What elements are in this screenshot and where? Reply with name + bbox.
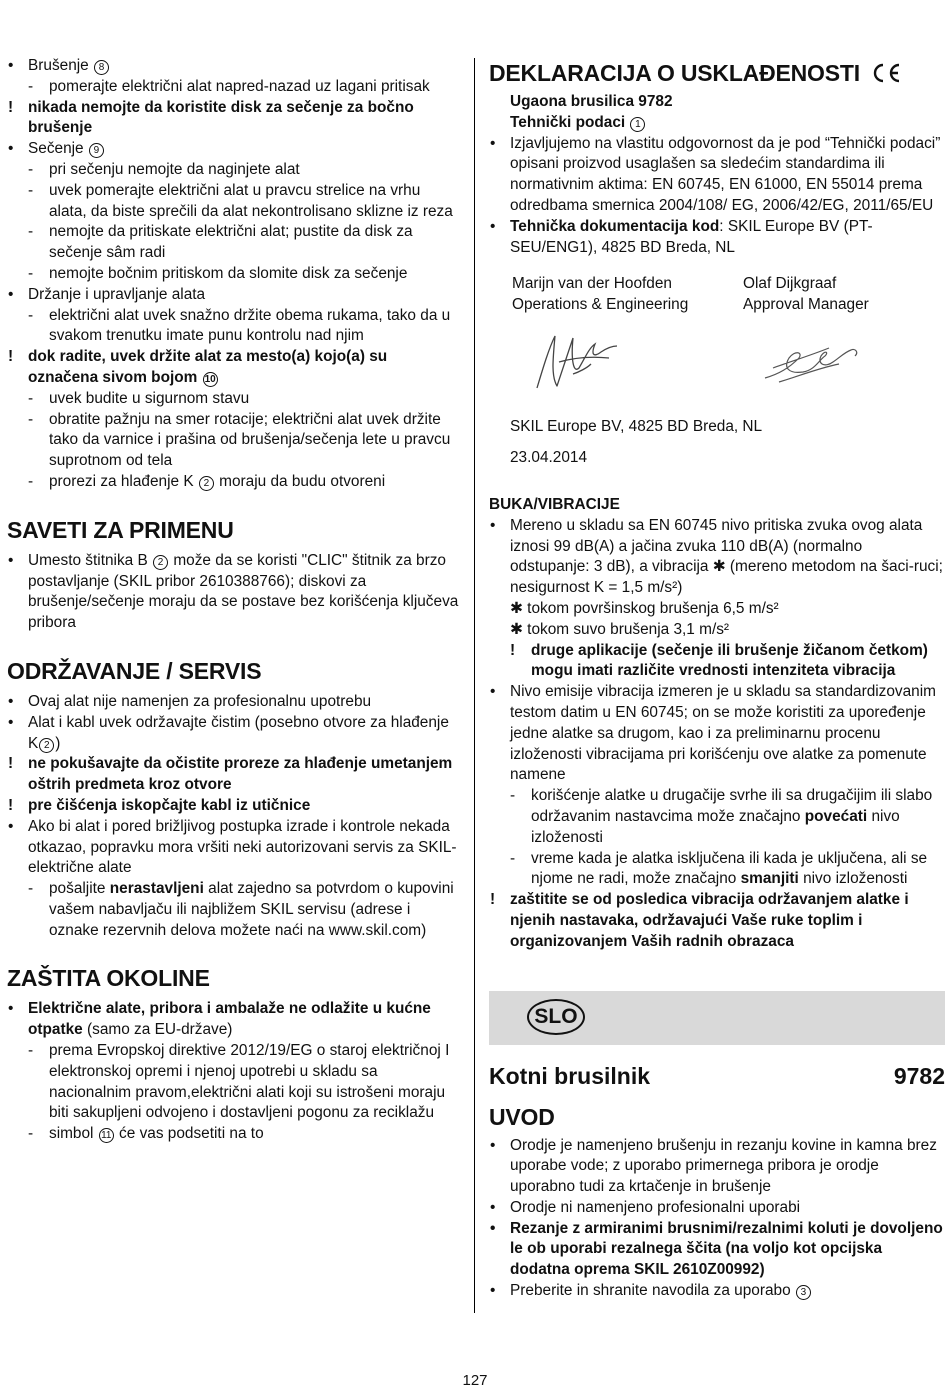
ref-number: 2 (153, 555, 168, 570)
language-code: SLO (527, 999, 585, 1035)
declaration-date: 23.04.2014 (510, 449, 588, 467)
section-heading: UVOD (489, 1103, 555, 1130)
list-item: • Ako bi alat i pored brižljivog postupka izrade i kontrole nekada otkazao, popravku mora vršiti neki autorizovani servis za SKIL-električne alate (7, 817, 459, 879)
ref-number: 10 (204, 373, 216, 385)
signatory-2: Olaf Dijkgraaf Approval Manager (743, 275, 869, 314)
list-item: - nemojte bočnim pritiskom da slomite disk za sečenje (7, 264, 459, 285)
list-item: • Alat i kabl uvek održavajte čistim (posebno otvore za hlađenje K 2 ) (7, 713, 459, 755)
list-item: • Orodje je namenjeno brušenju in rezanju kovine in kamna brez uporabe vode; z uporabo primernega pribora je orodje uporabno tudi za krtačenje in brušenje (489, 1136, 945, 1198)
list-item: • Držanje i upravljanje alata (7, 285, 459, 306)
product-line: Ugaona brusilica 9782 (510, 93, 673, 110)
ref-number: 3 (796, 1285, 811, 1300)
list-item: • Orodje ni namenjeno profesionalni uporabi (489, 1198, 945, 1219)
company-address: SKIL Europe BV, 4825 BD Breda, NL (510, 418, 763, 436)
warning-item: ! nikada nemojte da koristite disk za sečenje za bočno brušenje (7, 98, 459, 140)
column-divider (474, 58, 475, 1313)
list-item: - uvek budite u sigurnom stavu (7, 389, 459, 410)
list-item: - uvek pomerajte električni alat u pravcu strelice na vrhu alata, da biste sprečili da alat nekontrolisano sklizne iz reza (7, 181, 459, 223)
list-item: • Rezanje z armiranimi brusnimi/rezalnimi koluti je dovoljeno le ob uporabi rezalnega ščita (na voljo kot opcijska dodatna oprema SKIL 2610Z00992) (489, 1219, 945, 1281)
list-item: - pri sečenju nemojte da naginjete alat (7, 160, 459, 181)
ref-number: 1 (630, 117, 645, 132)
list-item: - električni alat uvek snažno držite obema rukama, tako da u svakom trenutku imate punu kontrolu nad njim (7, 306, 459, 348)
section-heading: BUKA/VIBRACIJE (489, 495, 620, 513)
list-item: ✱ tokom površinskog brušenja 6,5 m/s² (510, 599, 779, 617)
list-item: • Umesto štitnika B 2 može da se koristi "CLIC" štitnik za brzo postavljanje (SKIL pribor 2610388766); diskovi za brušenje/sečenje moraju da se postave bez korišćenja ključeva pribora (7, 551, 459, 634)
list-item: • Mereno u skladu sa EN 60745 nivo pritiska zvuka ovog alata iznosi 99 dB(A) a jačina zvuka 110 dB(A) (normalno odstupanje: 3 dB), a vibracija ✱ (mereno metodom na šaci-ruci; nesigurnost K = 1,5 m/s²) (489, 516, 945, 599)
section-heading: SAVETI ZA PRIMENU (7, 516, 234, 543)
tech-data-label: Tehnički podaci 1 (489, 113, 945, 134)
warning-item: ! dok radite, uvek držite alat za mesto(a) kojo(a) su označena sivom bojom 10 (7, 347, 459, 389)
ref-number: 8 (94, 60, 109, 75)
list-item: - prema Evropskoj direktive 2012/19/EG o staroj električnoj I elektronskoj opremi i njenoj upotrebi u skladu sa nacionalnim pravom,električni alati koji su istrošeni moraju biti sakupljeni odvojeno i dostavljeni pogonu za reciklažu (7, 1041, 459, 1124)
list-item: - vreme kada je alatka isključena ili kada je uključena, ali se njome ne radi, može značajno smanjiti nivo izloženosti (489, 849, 945, 891)
section-heading: ODRŽAVANJE / SERVIS (7, 657, 262, 684)
list-item: ✱ tokom suvo brušenja 3,1 m/s² (510, 620, 730, 638)
warning-item: ! ne pokušavajte da očistite proreze za hlađenje umetanjem oštrih predmeta kroz otvore (7, 754, 459, 796)
list-item: • Sečenje 9 (7, 139, 459, 160)
list-item: • Izjavljujemo na vlastitu odgovornost da je pod “Tehnički podaci” opisani proizvod usaglašen sa sledećim standardima ili normativnim aktima: EN 60745, EN 61000, EN 55014 prema odredbama smernica 2004/108/ EG, 2006/42/EG, 2011/65/EU (489, 134, 945, 217)
product-title: Kotni brusilnik 9782 (489, 1062, 945, 1089)
signature-icon (529, 328, 619, 398)
list-item: - korišćenje alatke u drugačije svrhe ili sa drugačijim ili slabo održavanim nastavcima može značajno povećati nivo izloženosti (489, 786, 945, 848)
signatures (489, 328, 945, 413)
ref-number: 9 (89, 143, 104, 158)
signature-icon (759, 338, 869, 388)
list-item: • Električne alate, pribora i ambalaže ne odlažite u kućne otpatke (samo za EU-države) (7, 999, 459, 1041)
section-heading: ZAŠTITA OKOLINE (7, 965, 210, 992)
warning-item: ! druge aplikacije (sečenje ili brušenje žičanom četkom) mogu imati različite vrednosti intenziteta vibracija (489, 641, 945, 683)
page-number: 127 (462, 1372, 488, 1387)
ref-number: 2 (39, 738, 54, 753)
ce-mark-icon (870, 63, 902, 83)
list-item: - pomerajte električni alat napred-nazad uz lagani pritisak (7, 77, 459, 98)
signatories (489, 274, 945, 318)
list-item: - nemojte da pritiskate električni alat; pustite da disk za sečenje sâm radi (7, 222, 459, 264)
list-item: - simbol 11 će vas podsetiti na to (7, 1124, 459, 1145)
ref-number: 11 (99, 1128, 114, 1143)
list-item: • Brušenje 8 (7, 56, 459, 77)
list-item: - obratite pažnju na smer rotacije; električni alat uvek držite tako da varnice i prašina od brušenja/sečenja lete u pravcu suprotnom od tela (7, 410, 459, 472)
language-band (489, 991, 945, 1045)
right-column (489, 56, 945, 1302)
list-item: - pošaljite nerastavljeni alat zajedno sa potvrdom o kupovini vašem nabavljaču ili najbližem SKIL servisu (adrese i oznake rezervnih delova možete naći na www.skil.com) (7, 879, 459, 941)
left-column (7, 56, 459, 1145)
warning-item: ! pre čišćenja iskopčajte kabl iz utičnice (7, 796, 459, 817)
section-heading: DEKLARACIJA O USKLAĐENOSTI (489, 60, 945, 86)
list-item: • Tehnička dokumentacija kod: SKIL Europe BV (PT-SEU/ENG1), 4825 BD Breda, NL (489, 217, 945, 259)
list-item: - prorezi za hlađenje K 2 moraju da budu otvoreni (7, 472, 459, 493)
list-item: • Nivo emisije vibracija izmeren je u skladu sa standardizovanim testom datim u EN 60745; on se može koristiti za upoređenje jedne alatke sa drugom, kao i za preliminarnu procenu izloženosti vibracijama pri korišćenju ove alatke za pomenute namene (489, 682, 945, 786)
list-item: • Ovaj alat nije namenjen za profesionalnu upotrebu (7, 692, 459, 713)
signatory-1: Marijn van der Hoofden Operations & Engineering (512, 275, 689, 314)
ref-number: 2 (199, 476, 214, 491)
list-item: • Preberite in shranite navodila za uporabo 3 (489, 1281, 945, 1302)
warning-item: ! zaštitite se od posledica vibracija održavanjem alatke i njenih nastavaka, održavajući Vaše ruke toplim i organizovanjem Vaših radnih obrazaca (489, 890, 945, 952)
